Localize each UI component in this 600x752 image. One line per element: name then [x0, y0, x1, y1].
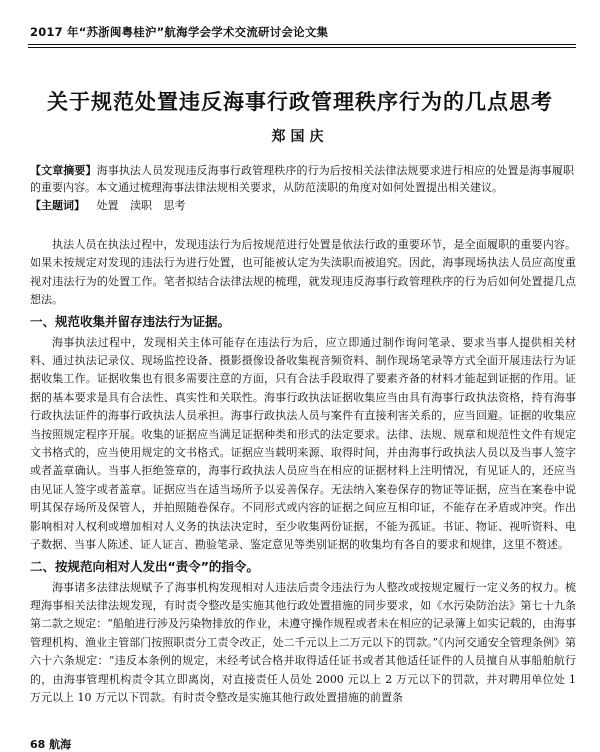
author-name: 郑国庆 [271, 129, 329, 145]
section-2-paragraph: 海事诸多法律法规赋予了海事机构发现相对人违法后责令违法行为人整改或按规定履行一定义务的权力。梳理海事相关法律法规发现，有时责令整改是实施其他行政处置措施的同步要求，如《水污染防治法》第七十九条第二款之规定：“船舶进行涉及污染物排放的作业，未遵守操作规程或者未在相应的记录簿上如实记载的，由海事管理机构、渔业主管部门按照职责分工责令改正，处二千元以上二万元以下的罚款。”《内河交通安全管理条例》第六十六条规定：“违反本条例的规定，未经考试合格并取得适任证书或者其他适任证件的人员擅自从事船舶航行的，由海事管理机构责令其立即离岗，对直接责任人员处 2000 元以上 2 万元以下的罚款，并对聘用单位处 1 万元以上 10 万元以下罚款。有时责令整改是实施其他行政处置措施的前置条 [30, 580, 576, 704]
page-footer: 68 航海 [30, 738, 72, 751]
keyword: 思考 [163, 199, 186, 212]
keywords [30, 197, 574, 214]
abstract [30, 162, 574, 196]
section-1-paragraph: 海事执法过程中，发现相关主体可能存在违法行为后，应立即通过制作询问笔录、要求当事人提供相关材料、通过执法记录仪、现场监控设备、摄影摄像设备收集视音频资料、制作现场笔录等方式全面开展违法行为证据收集工作。证据收集也有很多需要注意的方面，只有合法手段取得了要素齐备的材料才能起到证据的作用。证据的基本要求是具有合法性、真实性和关联性。海事行政执法证据收集应当由具有海事行政执法资格，持有海事行政执法证件的海事行政执法人员承担。海事行政执法人员与案件有直接利害关系的，应当回避。证据的收集应当按照规定程序开展。收集的证据应当满足证据种类和形式的法定要求。法律、法规、规章和规范性文件有规定文书格式的，应当使用规定的文书格式。证据应当载明来源、取得时间，并由海事行政执法人员以及当事人签字或者盖章确认。当事人拒绝签章的，海事行政执法人员应当在相应的证据材料上注明情况，有见证人的，还应当由见证人签字或者盖章。证据应当在适当场所予以妥善保存。无法纳入案卷保存的物证等证据，应当在案卷中说明其保存场所及保管人，并拍照随卷保存。不同形式或内容的证据之间应互相印证，不能存在矛盾或冲突。作出影响相对人权利或增加相对人义务的执法决定时，至少收集两份证据，不能为孤证。书证、物证、视听资料、电子数据、当事人陈述、证人证言、勘验笔录、鉴定意见等类别证据的收集均有各自的要求和规律，这里不赘述。 [30, 335, 576, 552]
section-heading-1: 一、规范收集并留存违法行为证据。 [30, 313, 231, 329]
keyword: 处置 [96, 199, 119, 212]
article-title: 关于规范处置违反海事行政管理秩序行为的几点思考 [47, 90, 553, 114]
keywords-label: 【主题词】 [30, 199, 85, 212]
abstract-label: 【文章摘要】 [30, 164, 97, 177]
running-header: 2017 年“苏浙闽粤桂沪”航海学会学术交流研讨会论文集 [30, 25, 329, 39]
abstract-text: 海事执法人员发现违反海事行政管理秩序的行为后按相关法律法规要求进行相应的处置是海事履职的重要内容。本文通过梳理海事法律法规相关要求，从防范渎职的角度对如何处置提出相关建议。 [30, 164, 574, 194]
keyword: 渎职 [130, 199, 152, 212]
intro-paragraph: 执法人员在执法过程中，发现违法行为后按规范进行处置是依法行政的重要环节，是全面履职的重要内容。如果未按规定对发现的违法行为进行处置，也可能被认定为失渎职而被追究。因此，海事现场执法人员应高度重视对违法行为的处置工作。笔者拟结合法律法规的梳理，就发现违反海事行政管理秩序的行为后如何处置提几点想法。 [30, 238, 576, 307]
article-body [30, 236, 576, 707]
header-rule-thin [28, 47, 576, 48]
header-rule-thick [28, 44, 576, 45]
section-heading-2: 二、按规范向相对人发出“责令”的指令。 [30, 558, 259, 574]
